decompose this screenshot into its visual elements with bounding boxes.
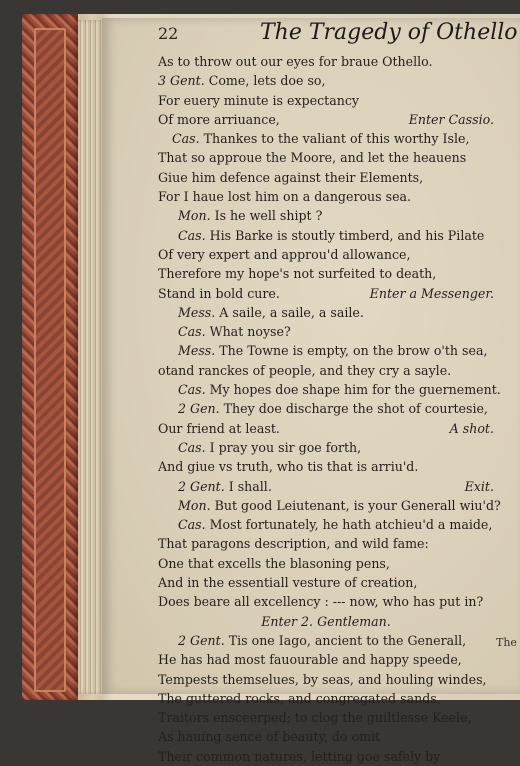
- line-text: I shall.: [228, 478, 272, 494]
- line-text: Stand in bold cure.: [158, 285, 280, 301]
- line-text: Thankes to the valiant of this worthy Isle,: [203, 131, 470, 147]
- text-line: [158, 303, 494, 322]
- text-line: [158, 477, 494, 496]
- line-text: Does beare all excellency : --- now, who has put in?: [158, 594, 484, 610]
- text-line: [158, 650, 494, 669]
- line-text: And giue vs truth, who tis that is arriu'd.: [158, 459, 419, 475]
- stage-direction: Enter a Messenger.: [369, 285, 494, 301]
- text-line: [158, 52, 494, 71]
- line-text: As hauing sence of beauty, do omit: [158, 729, 381, 745]
- speaker-name: Cas.: [178, 227, 206, 243]
- text-line: [158, 727, 494, 746]
- speaker-name: Mess.: [178, 343, 216, 359]
- text-line: [158, 534, 494, 553]
- text-line: [158, 592, 494, 611]
- line-text: That so approue the Moore, and let the heauens: [158, 150, 467, 166]
- line-text: What noyse?: [209, 324, 291, 340]
- text-line: [158, 206, 494, 225]
- line-text: Of very expert and approu'd allowance,: [158, 246, 411, 262]
- line-text: Their common natures, letting goe safely by: [158, 748, 441, 764]
- text-line: [158, 168, 494, 187]
- speaker-name: Cas.: [172, 131, 200, 147]
- text-line: [158, 554, 494, 573]
- running-title: The Tragedy of Othello: [260, 20, 518, 45]
- speaker-name: Cas.: [178, 324, 206, 340]
- text-line: [158, 91, 494, 110]
- speaker-name: Mon.: [178, 497, 211, 513]
- line-text: The guttered rocks, and congregated sands,: [158, 690, 441, 706]
- page-number: 22: [158, 24, 179, 43]
- text-line: [158, 708, 494, 727]
- speaker-name: Mess.: [178, 304, 216, 320]
- page-header: [158, 20, 520, 50]
- line-text: For I haue lost him on a dangerous sea.: [158, 189, 412, 205]
- binding-decoration: [34, 28, 66, 692]
- line-text: Of more arriuance,: [158, 111, 280, 127]
- stage-direction: A shot.: [449, 420, 494, 436]
- text-line: [158, 187, 494, 206]
- line-text: Most fortunately, he hath atchieu'd a maide,: [209, 517, 493, 533]
- line-text: Traitors ensceerped; to clog the guiltlesse Keele,: [158, 710, 472, 726]
- page-leaf-edges: [78, 20, 104, 694]
- line-text: Come, lets doe so,: [208, 73, 326, 89]
- line-text: Our friend at least.: [158, 420, 280, 436]
- text-line: [158, 361, 494, 380]
- text-line: [158, 515, 494, 534]
- text-line: [158, 747, 494, 766]
- catchword: The: [496, 636, 517, 649]
- speaker-name: 2 Gen.: [178, 401, 220, 417]
- text-line: [158, 71, 494, 90]
- text-line: [158, 438, 494, 457]
- text-line: [158, 129, 494, 148]
- line-text: But good Leiutenant, is your Generall wiu'd?: [214, 497, 501, 513]
- stage-direction: Enter Cassio.: [408, 111, 494, 127]
- text-line: [158, 148, 494, 167]
- text-line: [158, 419, 494, 438]
- speaker-name: Cas.: [178, 517, 206, 533]
- play-text: [158, 52, 501, 766]
- text-line: [158, 399, 494, 418]
- line-text: Tis one Iago, ancient to the Generall,: [228, 632, 467, 648]
- line-text: otand ranckes of people, and they cry a sayle.: [158, 362, 452, 378]
- line-text: As to throw out our eyes for braue Othello.: [158, 54, 433, 69]
- text-line: [158, 670, 494, 689]
- line-text: One that excells the blasoning pens,: [158, 555, 390, 571]
- line-text: They doe discharge the shot of courtesie,: [223, 401, 488, 417]
- text-line: [158, 612, 494, 631]
- speaker-name: 3 Gent.: [158, 73, 205, 89]
- text-line: [158, 110, 494, 129]
- speaker-name: Cas.: [178, 382, 206, 398]
- text-line: [158, 284, 494, 303]
- text-line: [158, 631, 494, 650]
- text-line: [158, 264, 494, 283]
- text-line: [158, 457, 494, 476]
- text-line: [158, 380, 501, 399]
- speaker-name: 2 Gent.: [178, 632, 225, 648]
- speaker-name: Mon.: [178, 208, 211, 224]
- line-text: Enter 2. Gentleman.: [261, 613, 391, 629]
- text-line: [158, 322, 494, 341]
- line-text: Is he well shipt ?: [214, 208, 323, 224]
- line-text: Giue him defence against their Elements,: [158, 169, 424, 185]
- line-text: His Barke is stoutly timberd, and his Pilate: [209, 227, 485, 243]
- text-line: [158, 689, 494, 708]
- text-line: [158, 245, 494, 264]
- line-text: The Towne is empty, on the brow o'th sea,: [219, 343, 488, 359]
- line-text: A saile, a saile, a saile.: [219, 304, 364, 320]
- text-line: [158, 573, 494, 592]
- line-text: And in the essentiall vesture of creation,: [158, 575, 418, 591]
- speaker-name: 2 Gent.: [178, 478, 225, 494]
- speaker-name: Cas.: [178, 439, 206, 455]
- line-text: Tempests themselues, by seas, and houling windes,: [158, 671, 487, 687]
- line-text: He has had most fauourable and happy speede,: [158, 652, 462, 668]
- line-text: Therefore my hope's not surfeited to death,: [158, 266, 437, 282]
- text-line: [158, 226, 494, 245]
- text-line: [158, 496, 501, 515]
- stage-direction: Exit.: [464, 478, 494, 494]
- line-text: For euery minute is expectancy: [158, 92, 359, 108]
- line-text: My hopes doe shape him for the guernement.: [209, 382, 501, 398]
- line-text: That paragons description, and wild fame:: [158, 536, 429, 552]
- line-text: I pray you sir goe forth,: [209, 439, 362, 455]
- text-line: [158, 341, 494, 360]
